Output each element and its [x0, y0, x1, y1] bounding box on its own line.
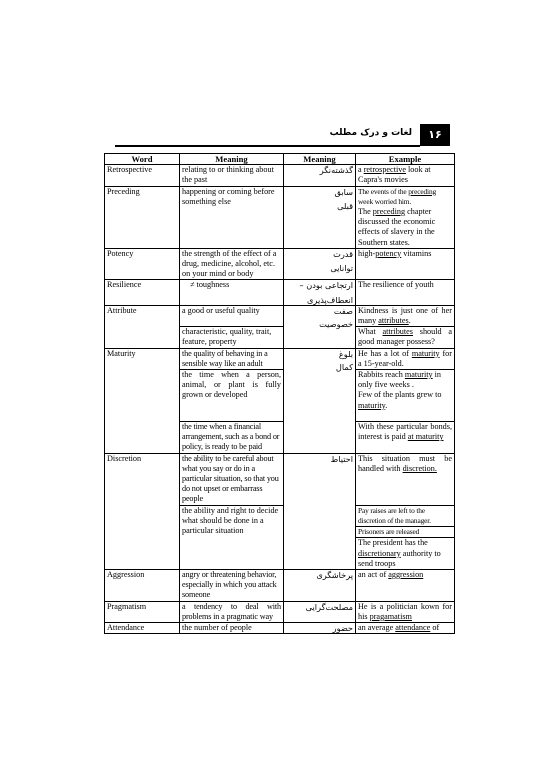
- meaning-cell: the time when a financial arrangement, such as a bond or policy, is ready to be paid: [180, 422, 284, 454]
- persian-meaning-cell: صفت خصوصیت: [284, 305, 356, 348]
- meaning-cell: angry or threatening behavior, especially in which you attack someone: [180, 569, 284, 601]
- example-cell: Kindness is just one of her many attributes.: [356, 305, 455, 326]
- example-cell: He has a lot of maturity for a 15-year-old.: [356, 348, 455, 369]
- word-cell: Aggression: [105, 569, 180, 601]
- persian-meaning-cell: سابق قبلی: [284, 186, 356, 248]
- example-cell: He is a politician kown for his pragamatism: [356, 601, 455, 622]
- book-title: لغات و درک مطلب: [329, 128, 412, 138]
- word-cell: Preceding: [105, 186, 180, 248]
- page-number: ۱۶: [420, 124, 450, 146]
- table-row: [105, 453, 455, 505]
- vocabulary-table: [104, 153, 455, 634]
- example-line: Prisoners are released: [356, 527, 454, 538]
- meaning-cell: the time when a person, animal, or plant is fully grown or developed: [180, 370, 284, 422]
- meaning-cell: ≠ toughness: [180, 280, 284, 305]
- example-cell: This situation must be handled with discretion.: [356, 453, 455, 505]
- meaning-cell: a good or useful quality: [180, 305, 284, 326]
- table-row: [105, 305, 455, 326]
- meaning-cell: the ability and right to decide what should be done in a particular situation: [180, 505, 284, 569]
- meaning-cell: the number of people: [180, 622, 284, 633]
- table-row: [105, 601, 455, 622]
- example-cell: an act of aggression: [356, 569, 455, 601]
- example-line: Pay raises are left to the discretion of the manager.: [356, 506, 454, 527]
- meaning-cell: happening or coming before something else: [180, 186, 284, 248]
- table-row: [105, 165, 455, 186]
- persian-meaning-cell: حضور: [284, 622, 356, 633]
- example-cell: The resilience of youth: [356, 280, 455, 305]
- meaning-cell: characteristic, quality, trait, feature, property: [180, 327, 284, 348]
- word-cell: Discretion: [105, 453, 180, 569]
- table-row: [105, 348, 455, 369]
- col-header-word: Word: [105, 154, 180, 165]
- example-cell: The events of the preceding week worried him. The preceding chapter discussed the economic effects of slavery in the Southern states.: [356, 186, 455, 248]
- table-row: [105, 248, 455, 280]
- persian-meaning-cell: احتیاط: [284, 453, 356, 569]
- table-row: [105, 622, 455, 633]
- table-row: [105, 280, 455, 305]
- meaning-cell: a tendency to deal with problems in a pragmatic way: [180, 601, 284, 622]
- example-cell: [356, 505, 455, 569]
- example-cell: high-potency vitamins: [356, 248, 455, 280]
- example-cell: an average attendance of: [356, 622, 455, 633]
- example-cell: a retrospective look at Capra's movies: [356, 165, 455, 186]
- example-cell: What attributes should a good manager possess?: [356, 327, 455, 348]
- col-header-example: Example: [356, 154, 455, 165]
- persian-meaning-cell: مصلحت‌گرایی: [284, 601, 356, 622]
- persian-meaning-cell: پرخاشگری: [284, 569, 356, 601]
- word-cell: Potency: [105, 248, 180, 280]
- header-rule: [115, 145, 420, 147]
- persian-meaning-cell: قدرت توانایی: [284, 248, 356, 280]
- persian-meaning-cell: ارتجاعی بودن – انعطاف‌پذیری: [284, 280, 356, 305]
- persian-meaning-cell: گذشته‌نگر: [284, 165, 356, 186]
- meaning-cell: the quality of behaving in a sensible way like an adult: [180, 348, 284, 369]
- word-cell: Maturity: [105, 348, 180, 453]
- col-header-meaning-en: Meaning: [180, 154, 284, 165]
- word-cell: Attribute: [105, 305, 180, 348]
- example-cell: With these particular bonds, interest is paid at maturity: [356, 422, 455, 454]
- page-header: [115, 124, 450, 146]
- word-cell: Resilience: [105, 280, 180, 305]
- persian-meaning-cell: بلوغ کمال: [284, 348, 356, 453]
- meaning-cell: relating to or thinking about the past: [180, 165, 284, 186]
- table-row: [105, 186, 455, 248]
- example-cell: Rabbits reach maturity in only five weeks . Few of the plants grew to maturity.: [356, 370, 455, 422]
- word-cell: Pragmatism: [105, 601, 180, 622]
- word-cell: Attendance: [105, 622, 180, 633]
- meaning-cell: the strength of the effect of a drug, medicine, alcohol, etc. on your mind or body: [180, 248, 284, 280]
- table-row: [105, 569, 455, 601]
- col-header-meaning-fa: Meaning: [284, 154, 356, 165]
- word-cell: Retrospective: [105, 165, 180, 186]
- meaning-cell: the ability to be careful about what you say or do in a particular situation, so that you do not upset or embarrass people: [180, 453, 284, 505]
- example-line: The president has the discretionary authority to send troops: [358, 538, 441, 568]
- table-header-row: [105, 154, 455, 165]
